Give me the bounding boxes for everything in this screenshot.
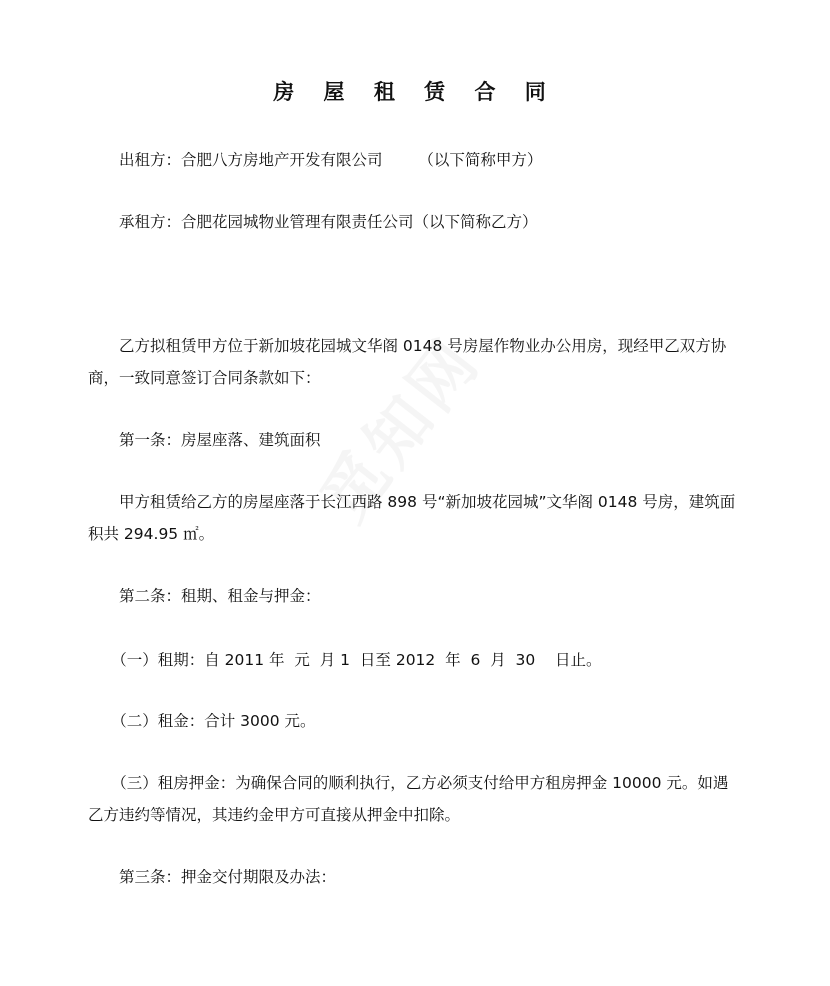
intro-paragraph: 乙方拟租赁甲方位于新加坡花园城文华阁 0148 号房屋作物业办公用房，现经甲乙双方协商，一致同意签订合同条款如下： <box>88 337 727 387</box>
article2-heading: 第二条：租期、租金与押金： <box>88 587 321 605</box>
lessor-line: 出租方：合肥八方房地产开发有限公司 （以下简称甲方） <box>88 151 543 169</box>
article3-heading: 第三条：押金交付期限及办法： <box>88 868 337 886</box>
watermark: 觅知网 <box>307 324 496 536</box>
article2-item-deposit: （三）租房押金：为确保合同的顺利执行，乙方必须支付给甲方租房押金 10000 元。如遇乙方违约等情况，其违约金甲方可直接从押金中扣除。 <box>88 774 729 824</box>
lessee-line: 承租方：合肥花园城物业管理有限责任公司（以下简称乙方） <box>88 213 538 231</box>
article1-heading: 第一条：房屋座落、建筑面积 <box>88 431 321 449</box>
article2-item-rent: （二）租金：合计 3000 元。 <box>88 712 316 730</box>
article1-body: 甲方租赁给乙方的房屋座落于长江西路 898 号“新加坡花园城”文华阁 0148 号房，建筑面积共 294.95 ㎡。 <box>88 493 736 543</box>
document-title: 房 屋 租 赁 合 同 <box>273 80 557 104</box>
article2-item-term: （一）租期：自 2011 年 元 月 1 日至 2012 年 6 月 30 日止。 <box>88 651 602 669</box>
